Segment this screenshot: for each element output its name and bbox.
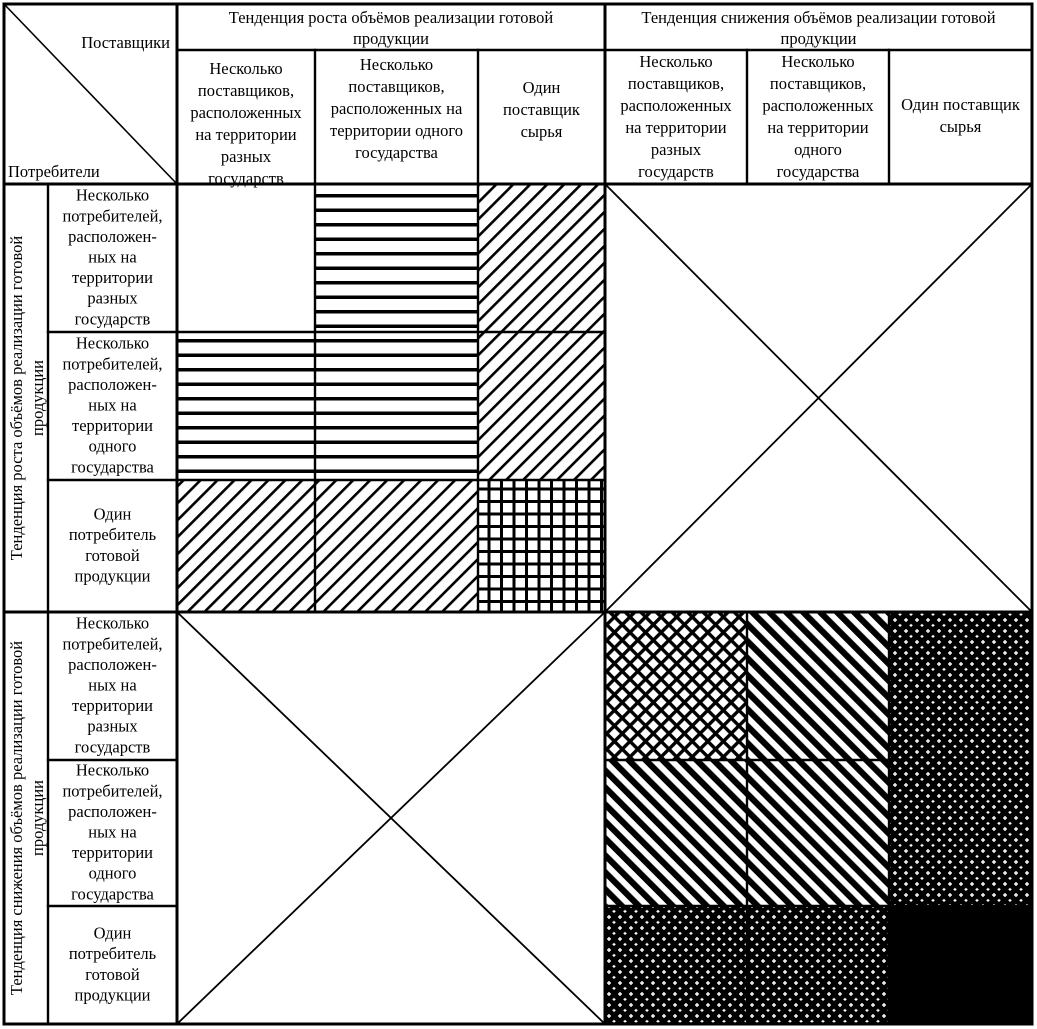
consumer-row-label-1-line: территории	[71, 268, 154, 288]
consumer-row-label-6-line: Один	[93, 923, 132, 943]
consumer-group-decline-label-line: продукции	[28, 779, 47, 857]
cell-diag-thick-r4-c5	[747, 612, 889, 760]
supplier-column-label-1-line: поставщиков,	[197, 81, 295, 100]
consumer-row-label-2-line: территории	[71, 416, 154, 436]
supplier-column-label-6-line: сырья	[939, 117, 982, 136]
cell-solid-r6-c6	[889, 906, 1032, 1024]
supplier-column-label-5	[762, 52, 874, 181]
cell-hlines-r2-c1	[177, 332, 315, 480]
supplier-column-label-2-line: территории одного	[330, 121, 463, 140]
consumer-row-label-1-line: ных на	[88, 247, 137, 267]
consumer-row-label-6	[69, 924, 157, 1005]
supplier-column-label-5-line: государства	[776, 162, 860, 181]
supplier-column-label-1-line: разных	[220, 147, 272, 166]
supplier-group-growth-label-line: продукции	[352, 29, 430, 48]
consumer-row-label-2-line: потребителей,	[62, 354, 163, 374]
consumer-row-label-4	[62, 614, 162, 757]
consumer-row-label-5-line: территории	[71, 843, 154, 863]
consumers-corner-label: Потребители	[8, 162, 100, 181]
supplier-column-label-4-line: государств	[638, 162, 714, 181]
consumer-row-label-2-line: одного	[88, 436, 137, 456]
consumer-row-label-4-line: расположен-	[68, 654, 157, 674]
consumer-row-label-2-line: Несколько	[75, 333, 150, 353]
consumer-row-label-2	[62, 334, 162, 477]
consumer-row-label-1	[62, 186, 162, 329]
supplier-column-label-4-line: расположенных	[620, 96, 732, 115]
consumer-row-label-5-line: ных на	[88, 822, 137, 842]
consumer-group-growth-label-line: продукции	[28, 359, 47, 437]
consumer-row-label-3-line: готовой	[85, 545, 140, 565]
consumer-row-label-5-line: одного	[88, 863, 137, 883]
supplier-group-decline-label-line: продукции	[780, 29, 857, 48]
supplier-column-label-1-line: на территории	[195, 125, 297, 144]
consumer-row-label-4-line: территории	[71, 696, 154, 716]
consumer-row-label-5	[62, 761, 162, 904]
consumer-row-label-6-line: готовой	[85, 964, 140, 984]
consumer-group-decline-label-line: Тенденция снижения объёмов реализации готовой	[7, 640, 26, 996]
cell-diag-thick-r5-c4	[605, 760, 747, 906]
cell-hlines-r1-c2	[315, 184, 478, 332]
consumer-group-growth-label-line: Тенденция роста объёмов реализации готовой	[7, 235, 26, 561]
supplier-group-decline-label	[641, 8, 995, 48]
supplier-column-label-1-line: расположенных	[190, 103, 302, 122]
consumer-row-label-2-line: государства	[71, 457, 154, 477]
supplier-column-label-5-line: поставщиков,	[769, 74, 867, 93]
consumer-row-label-5-line: Несколько	[75, 760, 150, 780]
consumer-row-label-5-line: расположен-	[68, 801, 157, 821]
consumer-row-label-1-line: расположен-	[68, 226, 157, 246]
supplier-column-label-5-line: на территории	[767, 118, 869, 137]
consumer-row-label-3-line: потребитель	[68, 525, 157, 545]
suppliers-corner-label: Поставщики	[81, 33, 170, 52]
consumer-row-label-3-line: Один	[93, 504, 132, 524]
consumer-row-label-1-line: государств	[74, 309, 151, 329]
supplier-column-label-6	[901, 95, 1021, 136]
cell-hlines-r2-c2	[315, 332, 478, 480]
supplier-column-label-4-line: Несколько	[639, 52, 713, 71]
supplier-group-decline-label-line: Тенденция снижения объёмов реализации готовой	[641, 8, 996, 27]
consumer-row-label-2-line: расположен-	[68, 374, 157, 394]
supplier-column-label-4-line: разных	[650, 140, 702, 159]
supplier-column-label-2-line: Несколько	[359, 55, 434, 74]
consumer-row-label-5-line: государства	[71, 884, 154, 904]
consumer-row-label-2-line: ных на	[88, 395, 137, 415]
supplier-column-label-6-line: Один поставщик	[901, 95, 1020, 114]
consumer-row-label-1-line: Несколько	[75, 185, 150, 205]
supplier-column-label-5-line: Несколько	[781, 52, 855, 71]
supplier-column-label-1-line: Несколько	[209, 59, 283, 78]
consumer-row-label-3	[69, 505, 157, 586]
supplier-column-label-5-line: одного	[794, 140, 842, 159]
cell-dots-dark-r6-c5	[747, 906, 889, 1024]
consumer-row-label-3-line: продукции	[74, 566, 151, 586]
consumer-row-label-4-line: ных на	[88, 675, 137, 695]
cell-diag-thin-r1-c3	[478, 184, 605, 332]
cell-diag-thin-r3-c2	[315, 480, 478, 612]
supplier-column-label-4	[620, 52, 732, 181]
cell-diag-thin-r3-c1	[177, 480, 315, 612]
supplier-column-label-2-line: поставщиков,	[348, 77, 445, 96]
supplier-column-label-3-line: поставщик	[503, 100, 580, 119]
consumer-group-decline-label	[7, 641, 47, 995]
supplier-column-label-4-line: на территории	[625, 118, 727, 137]
supplier-column-label-2	[330, 55, 463, 162]
consumer-row-label-4-line: потребителей,	[62, 634, 163, 654]
supplier-column-label-3-line: Один	[522, 78, 561, 97]
cell-dots-dark-r4-c6	[889, 612, 1032, 760]
supplier-column-label-2-line: государства	[355, 143, 438, 162]
consumer-row-label-4-line: разных	[87, 716, 138, 736]
consumer-row-label-4-line: Несколько	[75, 613, 150, 633]
supplier-column-label-4-line: поставщиков,	[627, 74, 725, 93]
consumer-row-label-5-line: потребителей,	[62, 781, 163, 801]
supplier-group-growth-label-line: Тенденция роста объёмов реализации готовой	[228, 8, 554, 27]
cell-dots-dark-r6-c4	[605, 906, 747, 1024]
supplier-column-label-1	[190, 59, 302, 188]
cell-diag-thin-r2-c3	[478, 332, 605, 480]
consumer-group-growth-label	[7, 236, 47, 561]
consumer-row-label-1-line: потребителей,	[62, 206, 163, 226]
supplier-column-label-3	[503, 78, 581, 141]
supplier-group-growth-label	[229, 8, 554, 48]
consumer-row-label-6-line: продукции	[74, 985, 151, 1005]
consumer-row-label-4-line: государств	[74, 737, 151, 757]
supplier-column-label-2-line: расположенных на	[330, 99, 463, 118]
corner-diagonal	[4, 4, 177, 184]
supplier-column-label-3-line: сырья	[520, 122, 563, 141]
cell-dots-dark-r5-c6	[889, 760, 1032, 906]
consumer-row-label-1-line: разных	[87, 288, 138, 308]
cell-grid-r3-c3	[478, 480, 605, 612]
supplier-column-label-5-line: расположенных	[762, 96, 874, 115]
cell-lattice-r4-c4	[605, 612, 747, 760]
consumer-row-label-6-line: потребитель	[68, 944, 157, 964]
supplier-column-label-1-line: государств	[208, 169, 284, 188]
cell-diag-thick-r5-c5	[747, 760, 889, 906]
